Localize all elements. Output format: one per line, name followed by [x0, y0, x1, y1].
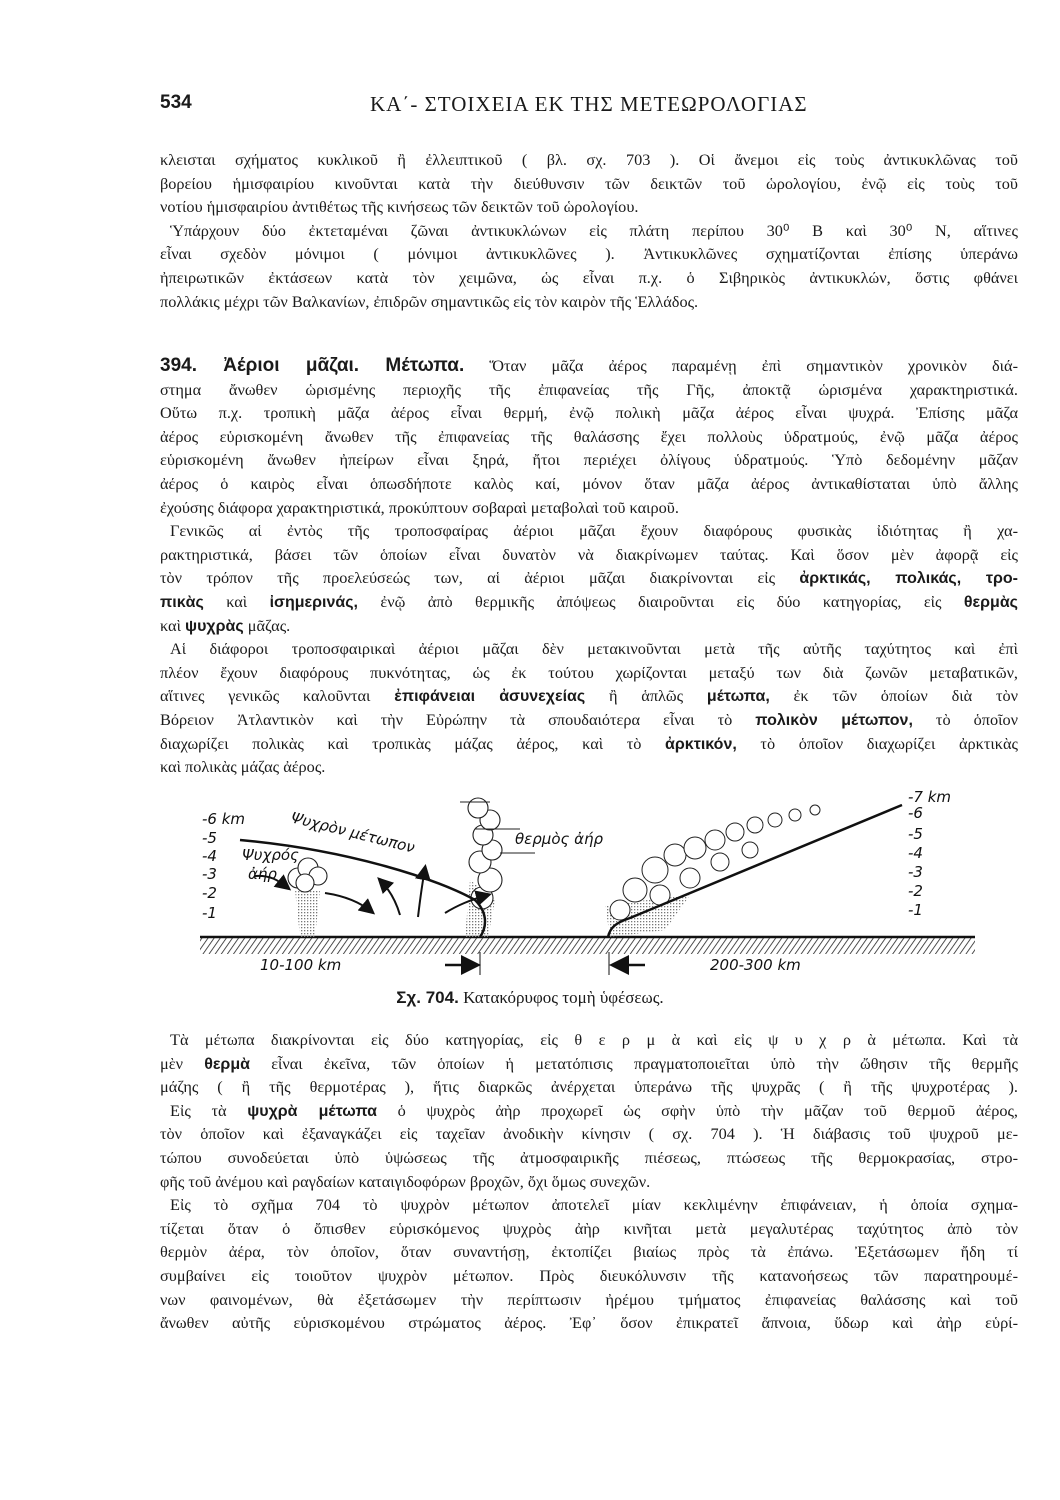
text-segment: Βόρειον Ἀτλαντικὸν καὶ τὴν Εὐρώπην τὰ σπουδαιότερα εἶναι τὸ [160, 710, 756, 729]
text-line [160, 684, 1018, 707]
text-line [160, 472, 1018, 495]
text-line [160, 614, 1018, 637]
right-altitude-scale [908, 788, 951, 919]
text-segment: ἀέρος εὑρισκομένη ἄνωθεν τῆς ἐπιφανείας τῆς θαλάσσης ἔχει πολλοὺς ὑδρατμούς, ἐνῷ μᾶζα ἀέρος [160, 426, 1018, 446]
cold-front-label: Ψυχρὸν μέτωπον [289, 808, 417, 857]
scale-label: -6 km [202, 810, 246, 828]
cross-section-figure [190, 780, 990, 980]
text-line [160, 1193, 1018, 1216]
text-segment: βορείου ἡμισφαιρίου κινοῦνται κατὰ τὴν διεύθυνσιν τῶν δεικτῶν τοῦ ὡρολογίου, ἐνῷ εἰς τοὺς τοῦ [160, 173, 1018, 193]
text-segment: τίζεται ὅταν ὁ ὄπισθεν εὑρισκόμενος ψυχρὸς ἀὴρ κινῆται μετὰ μεγαλυτέρας ταχύτητος ἀπὸ τὸν [160, 1218, 1018, 1238]
text-line [160, 661, 1018, 684]
text-segment: καὶ πολικὰς μάζας ἀέρος. [160, 757, 326, 777]
text-segment: ὁ ψυχρὸς ἀὴρ προχωρεῖ ὡς σφὴν ὑπὸ τὴν μᾶζαν τοῦ θερμοῦ ἀέρος, [376, 1100, 1018, 1120]
scale-label: -3 [202, 865, 217, 883]
bold-term: μέτωπα, [706, 688, 770, 706]
text-segment: Οὕτω π.χ. τροπικὴ μᾶζα ἀέρος εἶναι θερμή, ἐνῷ πολικὴ μᾶζα ἀέρος εἶναι ψυχρά. Ἐπίσης μᾶζα [160, 403, 1018, 423]
warm-air-label: θερμὸς ἀήρ [515, 830, 604, 848]
text-line [160, 1146, 1018, 1169]
text-segment: τώπου συνοδεύεται ὑπὸ ὑψώσεως τῆς ἀτμοσφαιρικῆς πιέσεως, πτώσεως τῆς θερμοκρασίας, στρο- [160, 1148, 1018, 1167]
text-segment: καὶ [203, 592, 270, 611]
bold-term: πολικὸν μέτωπον, [755, 712, 913, 729]
left-altitude-scale [202, 810, 245, 922]
text-line [160, 732, 1018, 755]
bold-term: ψυχρὰ μέτωπα [247, 1102, 377, 1120]
figure-caption [0, 988, 1060, 1008]
text-segment: εἶναι σχεδὸν μόνιμοι ( μόνιμοι ἀντικυκλῶνες ). Ἀντικυκλῶνες σχηματίζονται ἐπίσης ὑπεράνω [160, 244, 1018, 264]
text-segment: Ὑπάρχουν δύο ἐκτεταμέναι ζῶναι ἀντικυκλώνων εἰς πλάτη περίπου 30⁰ Β καὶ 30⁰ Ν, αἵτινες [170, 220, 1018, 240]
scale-label: -2 [202, 884, 217, 902]
page-number: 534 [160, 92, 192, 113]
text-line [160, 1264, 1018, 1287]
text-line [160, 290, 1018, 313]
text-line [160, 148, 1018, 171]
scale-label: -6 [908, 804, 923, 822]
text-line [160, 219, 1018, 242]
text-segment: Γενικῶς αἱ ἐντὸς τῆς τροποσφαίρας ἀέριοι μᾶζαι ἔχουν διαφόρους φυσικὰς ἰδιότητας ἢ χα- [170, 521, 1018, 541]
text-line [160, 1028, 1018, 1051]
scale-label: -4 [202, 847, 217, 865]
text-line [160, 637, 1018, 660]
text-segment: μάζης ( ἢ τῆς θερμοτέρας ), ἥτις διαρκῶς ἀνέρχεται ὑπεράνω τῆς ψυχρᾶς ( ἢ τῆς ψυχροτέρας ). [160, 1077, 1018, 1097]
text-segment: Τὰ μέτωπα διακρίνονται εἰς δύο κατηγορίας, εἰς θ ε ρ μ ὰ καὶ εἰς ψ υ χ ρ ὰ μέτωπα. Καὶ τὰ [170, 1030, 1018, 1049]
text-segment: τὸ ὁποῖον [912, 710, 1018, 729]
text-segment: αἵτινες γενικῶς καλοῦνται [160, 686, 395, 706]
bold-term: θερμὰς [963, 594, 1018, 611]
text-line [160, 1311, 1018, 1334]
text-segment: εἶναι ἐκεῖνα, τῶν ὁποίων ἡ μετατόπισις πραγματοποιεῖται ὑπὸ τὴν ὤθησιν τῆς θερμῆς [249, 1053, 1019, 1073]
scale-label: -3 [908, 863, 923, 881]
bold-term: ἰσημερινάς, [269, 594, 358, 611]
text-line [160, 755, 1018, 778]
text-segment: τὸν ὁποῖον καὶ ἐξαναγκάζει εἰς ταχεῖαν ἀνοδικὴν κίνησιν ( σχ. 704 ). Ἡ διάβασις τοῦ ψυχροῦ με- [160, 1124, 1018, 1144]
text-line [160, 242, 1018, 265]
ground-hatching [200, 938, 975, 954]
bold-term: θερμὰ [204, 1055, 250, 1073]
text-line [160, 378, 1018, 401]
text-segment: νοτίου ἡμισφαιρίου ἀντιθέτως τῆς κινήσεως τῶν δεικτῶν τοῦ ὡρολογίου. [160, 197, 639, 217]
caption-number: Σχ. 704. [396, 988, 459, 1007]
cold-air-label: ἀήρ [248, 865, 277, 883]
text-segment: τὸ ὁποῖον διαχωρίζει ἀρκτικὰς [736, 733, 1018, 753]
text-segment: ρακτηριστικά, βάσει τῶν ὁποίων εἶναι δυνατὸν νὰ διακρίνωμεν ταύτας. Καὶ ὅσον μὲν ἀφορᾷ εἰς [160, 544, 1018, 564]
scale-label: -5 [202, 829, 217, 847]
text-line [160, 354, 1018, 377]
section-heading: 394. Ἀέριοι μᾶζαι. Μέτωπα. [160, 355, 465, 376]
bold-term: ἐπιφάνειαι ἀσυνεχείας [394, 688, 586, 706]
scale-label: -1 [908, 901, 923, 919]
text-line [160, 448, 1018, 471]
text-line [160, 172, 1018, 195]
text-segment: ἢ ἁπλῶς [585, 686, 707, 706]
rising-air-arrow-1 [380, 880, 400, 915]
text-line [160, 1052, 1018, 1075]
text-segment: Εἰς τὰ [170, 1100, 248, 1120]
text-segment: Ὅταν μᾶζα ἀέρος παραμένῃ ἐπὶ σημαντικὸν χρονικὸν διά- [464, 356, 1018, 375]
bold-term: πικὰς [160, 594, 204, 611]
text-segment: ἐχούσης διάφορα χαρακτηριστικά, προκύπτουν σοβαραὶ μεταβολαὶ τοῦ καιροῦ. [160, 497, 679, 517]
text-line [160, 1122, 1018, 1145]
scale-label: -4 [908, 844, 923, 862]
text-segment: μᾶζας. [243, 615, 291, 635]
text-segment: μὲν [160, 1053, 205, 1073]
text-line [160, 1099, 1018, 1122]
rain-area-left [295, 890, 320, 937]
bold-term: ἀρκτικάς, πολικάς, τρο- [799, 570, 1018, 588]
scale-label: -1 [202, 904, 217, 922]
scale-label: -2 [908, 882, 923, 900]
cold-air-label: Ψυχρός [242, 846, 299, 864]
bold-term: ψυχρὰς [185, 617, 244, 635]
text-segment: πολλάκις μέχρι τῶν Βαλκανίων, ἐπιδρῶν σημαντικῶς εἰς τὸν καιρὸν τῆς Ἑλλάδος. [160, 291, 699, 311]
text-line [160, 1240, 1018, 1263]
text-line [160, 195, 1018, 218]
cold-air-arrow-2 [325, 893, 372, 912]
text-line [160, 1288, 1018, 1311]
text-line [160, 425, 1018, 448]
running-header: ΚΑ΄- ΣΤΟΙΧΕΙΑ ΕΚ ΤΗΣ ΜΕΤΕΩΡΟΛΟΓΙΑΣ [370, 92, 808, 116]
text-line [160, 543, 1018, 566]
text-line [160, 566, 1018, 589]
text-segment: νων φαινομένων, θὰ ἐξετάσωμεν τὴν περίπτωσιν ἠρέμου τμήματος ἐπιφανείας θαλάσσης καὶ τοῦ [160, 1289, 1018, 1309]
text-segment: κλεισται σχήματος κυκλικοῦ ἢ ἐλλειπτικοῦ ( βλ. σχ. 703 ). Οἱ ἄνεμοι εἰς τοὺς ἀντικυκλῶνας τοῦ [160, 150, 1018, 169]
text-line [160, 496, 1018, 519]
caption-text: Κατακόρυφος τομὴ ὑφέσεως. [458, 988, 664, 1007]
text-segment: συμβαίνει εἰς τοιοῦτον ψυχρὸν μέτωπον. Πρὸς διευκόλυνσιν τῆς κατανοήσεως τῶν παρατηρουμέ- [160, 1266, 1018, 1285]
scale-label: -5 [908, 825, 923, 843]
text-segment: ἀέρος ὁ καιρὸς εἶναι ὁπωσδήποτε καλὸς καί, μόνον ὅταν μᾶζα ἀέρος ἀντικαθίσταται ὑπὸ ἄλλης [160, 474, 1018, 493]
text-segment: Αἱ διάφοροι τροποσφαιρικαὶ ἀέριοι μᾶζαι δὲν μετακινοῦνται μετὰ τῆς αὐτῆς ταχύτητος καὶ ἐπὶ [170, 639, 1018, 659]
text-segment: ἠπειρωτικῶν ἐκτάσεων κατὰ τὸν χειμῶνα, ὡς εἶναι π.χ. ὁ Σιβηρικὸς ἀντικυκλών, ὅστις φθάνει [160, 268, 1018, 287]
warm-front-distance: 200-300 km [710, 956, 801, 974]
text-line [160, 1075, 1018, 1098]
text-line [160, 1170, 1018, 1193]
text-line [160, 401, 1018, 424]
text-segment: Εἰς τὸ σχῆμα 704 τὸ ψυχρὸν μέτωπον ἀποτελεῖ μίαν κεκλιμένην ἐπιφάνειαν, ἡ ὁποία σχημα- [170, 1195, 1018, 1215]
text-line [160, 1217, 1018, 1240]
text-segment: τὸν τρόπον τῆς προελεύσεώς των, αἱ ἀέριοι μᾶζαι διακρίνονται εἰς [160, 568, 800, 588]
text-line [160, 519, 1018, 542]
text-line [160, 266, 1018, 289]
text-segment: ἐνῷ ἀπὸ θερμικῆς ἀπόψεως διαιροῦνται εἰς δύο κατηγορίας, εἰς [357, 592, 964, 611]
text-segment: ἐκ τῶν ὁποίων διὰ τὸν [769, 686, 1018, 706]
cold-front-distance: 10-100 km [260, 956, 342, 974]
bold-term: ἀρκτικόν, [665, 735, 737, 753]
text-segment: πλέον ἔχουν διαφόρους πυκνότητας, ὡς ἐκ τούτου χωρίζονται μεταξύ των διὰ ζωνῶν μεταβατικῶν, [160, 662, 1018, 682]
text-segment: θερμὸν ἀέρα, τὸν ὁποῖον, ὅταν συναντήσῃ, ἐκτοπίζει βιαίως πρὸς τὰ ἐπάνω. Ἐξετάσωμεν ἤδη τί [160, 1242, 1018, 1262]
text-segment: στημα ἄνωθεν ὡρισμένης περιοχῆς τῆς ἐπιφανείας τῆς Γῆς, ἀποκτᾷ ὡρισμένα χαρακτηριστικά. [160, 379, 1018, 399]
text-line [160, 590, 1018, 613]
text-line [160, 708, 1018, 731]
text-segment: διαχωρίζει πολικὰς καὶ τροπικὰς μάζας ἀέρος, καὶ τὸ [160, 733, 666, 753]
text-segment: εὑρισκομένη ἄνωθεν ἠπείρων εἶναι ξηρά, ἤτοι περιέχει ὀλίγους ὑδρατμούς. Ὑπὸ δεδομένην μᾶζαν [160, 450, 1018, 470]
text-segment: ἄνωθεν αὐτῆς εὑρισκομένου στρώματος ἀέρος. Ἐφ᾽ ὅσον ἐπικρατεῖ ἄπνοια, ὕδωρ καὶ ἀὴρ εὑρί- [160, 1313, 1018, 1333]
scale-label: -7 km [908, 788, 952, 806]
text-segment: φῆς τοῦ ἀνέμου καὶ ραγδαίων καταιγιδοφόρων βροχῶν, ὄχι ὅμως συνεχῶν. [160, 1171, 651, 1191]
text-segment: καὶ [160, 615, 186, 635]
